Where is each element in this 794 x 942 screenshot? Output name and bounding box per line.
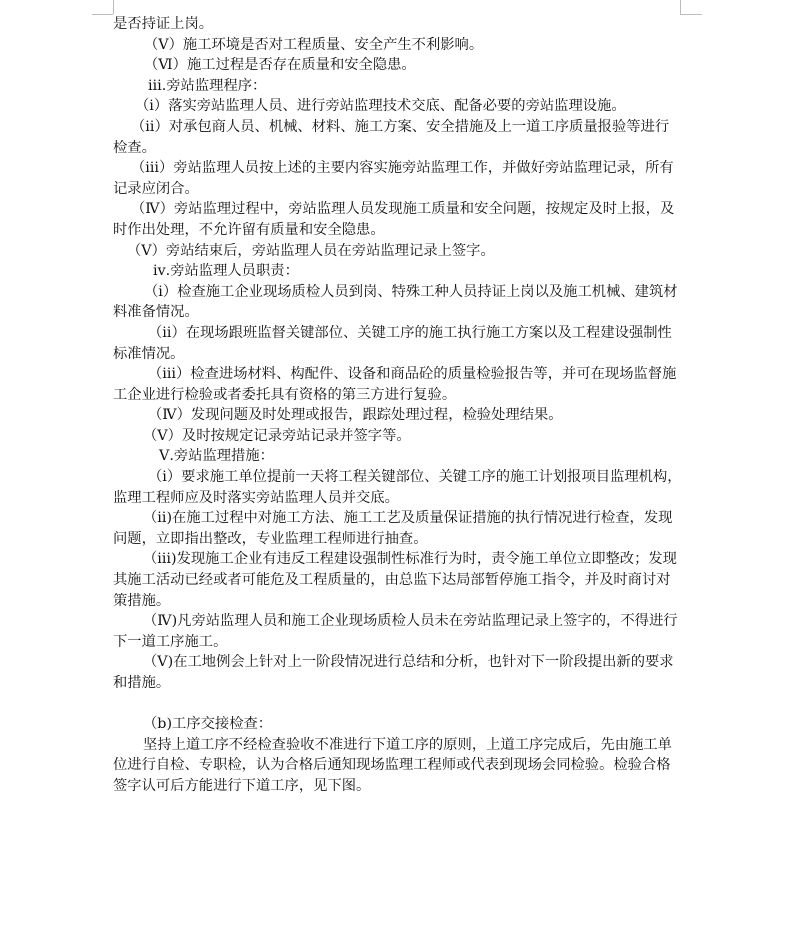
paragraph: （ⅰ）要求施工单位提前一天将工程关键部位、关键工序的施工计划报项目监理机构，监理工程师应及时落实旁站监理人员并交底。 xyxy=(113,469,682,506)
paragraph: 是否持证上岗。 xyxy=(113,16,214,32)
paragraph: （ⅲ）旁站监理人员按上述的主要内容实施旁站监理工作，并做好旁站监理记录，所有记录应闭合。 xyxy=(113,160,674,197)
section-heading: ⅲ.旁站监理程序： xyxy=(148,77,267,94)
paragraph: （ⅲ)发现施工企业有违反工程建设强制性标准行为时，责令施工单位立即整改；发现其施工活动已经或者可能危及工程质量的，由总监下达局部暂停施工指令，并及时商讨对策措施。 xyxy=(113,551,677,609)
crop-mark-top-right xyxy=(680,0,681,14)
crop-mark-top-left xyxy=(92,14,113,15)
paragraph: （Ⅵ）施工过程是否存在质量和安全隐患。 xyxy=(144,57,416,74)
section-heading: Ⅴ.旁站监理措施： xyxy=(159,448,274,465)
paragraph: （ⅰ）检查施工企业现场质检人员到岗、特殊工种人员持证上岗以及施工机械、建筑材料准备情况。 xyxy=(113,283,678,321)
blank-line xyxy=(113,694,682,715)
section-heading: （b)工序交接检查： xyxy=(143,716,273,733)
section-heading: ⅳ.旁站监理人员职责： xyxy=(153,263,299,280)
paragraph: （Ⅳ)凡旁站监理人员和施工企业现场质检人员未在旁站监理记录上签字的，不得进行下一道工序施工。 xyxy=(113,613,678,650)
paragraph: （ⅰ）落实旁站监理人员、进行旁站监理技术交底、配备必要的旁站监理设施。 xyxy=(135,98,626,115)
paragraph: （Ⅴ）及时按规定记录旁站记录并签字等。 xyxy=(143,427,411,444)
paragraph: （ⅲ）检查进场材料、构配件、设备和商品砼的质量检验报告等，并可在现场监督施工企业进行检验或者委托具有资格的第三方进行复验。 xyxy=(113,366,677,403)
paragraph: （ⅱ）对承包商人员、机械、材料、施工方案、安全措施及上一道工序质量报验等进行检查。 xyxy=(113,118,670,156)
crop-mark-top-left xyxy=(113,0,114,14)
crop-mark-top-right xyxy=(680,14,702,15)
document-body xyxy=(113,14,682,797)
paragraph: （Ⅴ）旁站结束后，旁站监理人员在旁站监理记录上签字。 xyxy=(127,242,495,259)
paragraph: （Ⅳ）发现问题及时处理或报告，跟踪处理过程，检验处理结果。 xyxy=(148,407,563,424)
paragraph: （ⅱ)在施工过程中对施工方法、施工工艺及质量保证措施的执行情况进行检查，发现问题，立即指出整改，专业监理工程师进行抽查。 xyxy=(113,510,673,547)
paragraph: （Ⅳ）旁站监理过程中，旁站监理人员发现施工质量和安全问题，按规定及时上报，及时作出处理，不允许留有质量和安全隐患。 xyxy=(113,201,675,238)
paragraph: 坚持上道工序不经检查验收不准进行下道工序的原则，上道工序完成后，先由施工单位进行自检、专职检，认为合格后通知现场监理工程师或代表到现场会同检验。检验合格签字认可后方能进行下道工序，见下图。 xyxy=(113,736,672,794)
paragraph: （Ⅴ）施工环境是否对工程质量、安全产生不利影响。 xyxy=(144,36,484,53)
paragraph: （ⅱ）在现场跟班监督关键部位、关键工序的施工执行施工方案以及工程建设强制性标准情况。 xyxy=(113,324,672,362)
paragraph: （Ⅴ)在工地例会上针对上一阶段情况进行总结和分析，也针对下一阶段提出新的要求和措施。 xyxy=(113,654,674,691)
